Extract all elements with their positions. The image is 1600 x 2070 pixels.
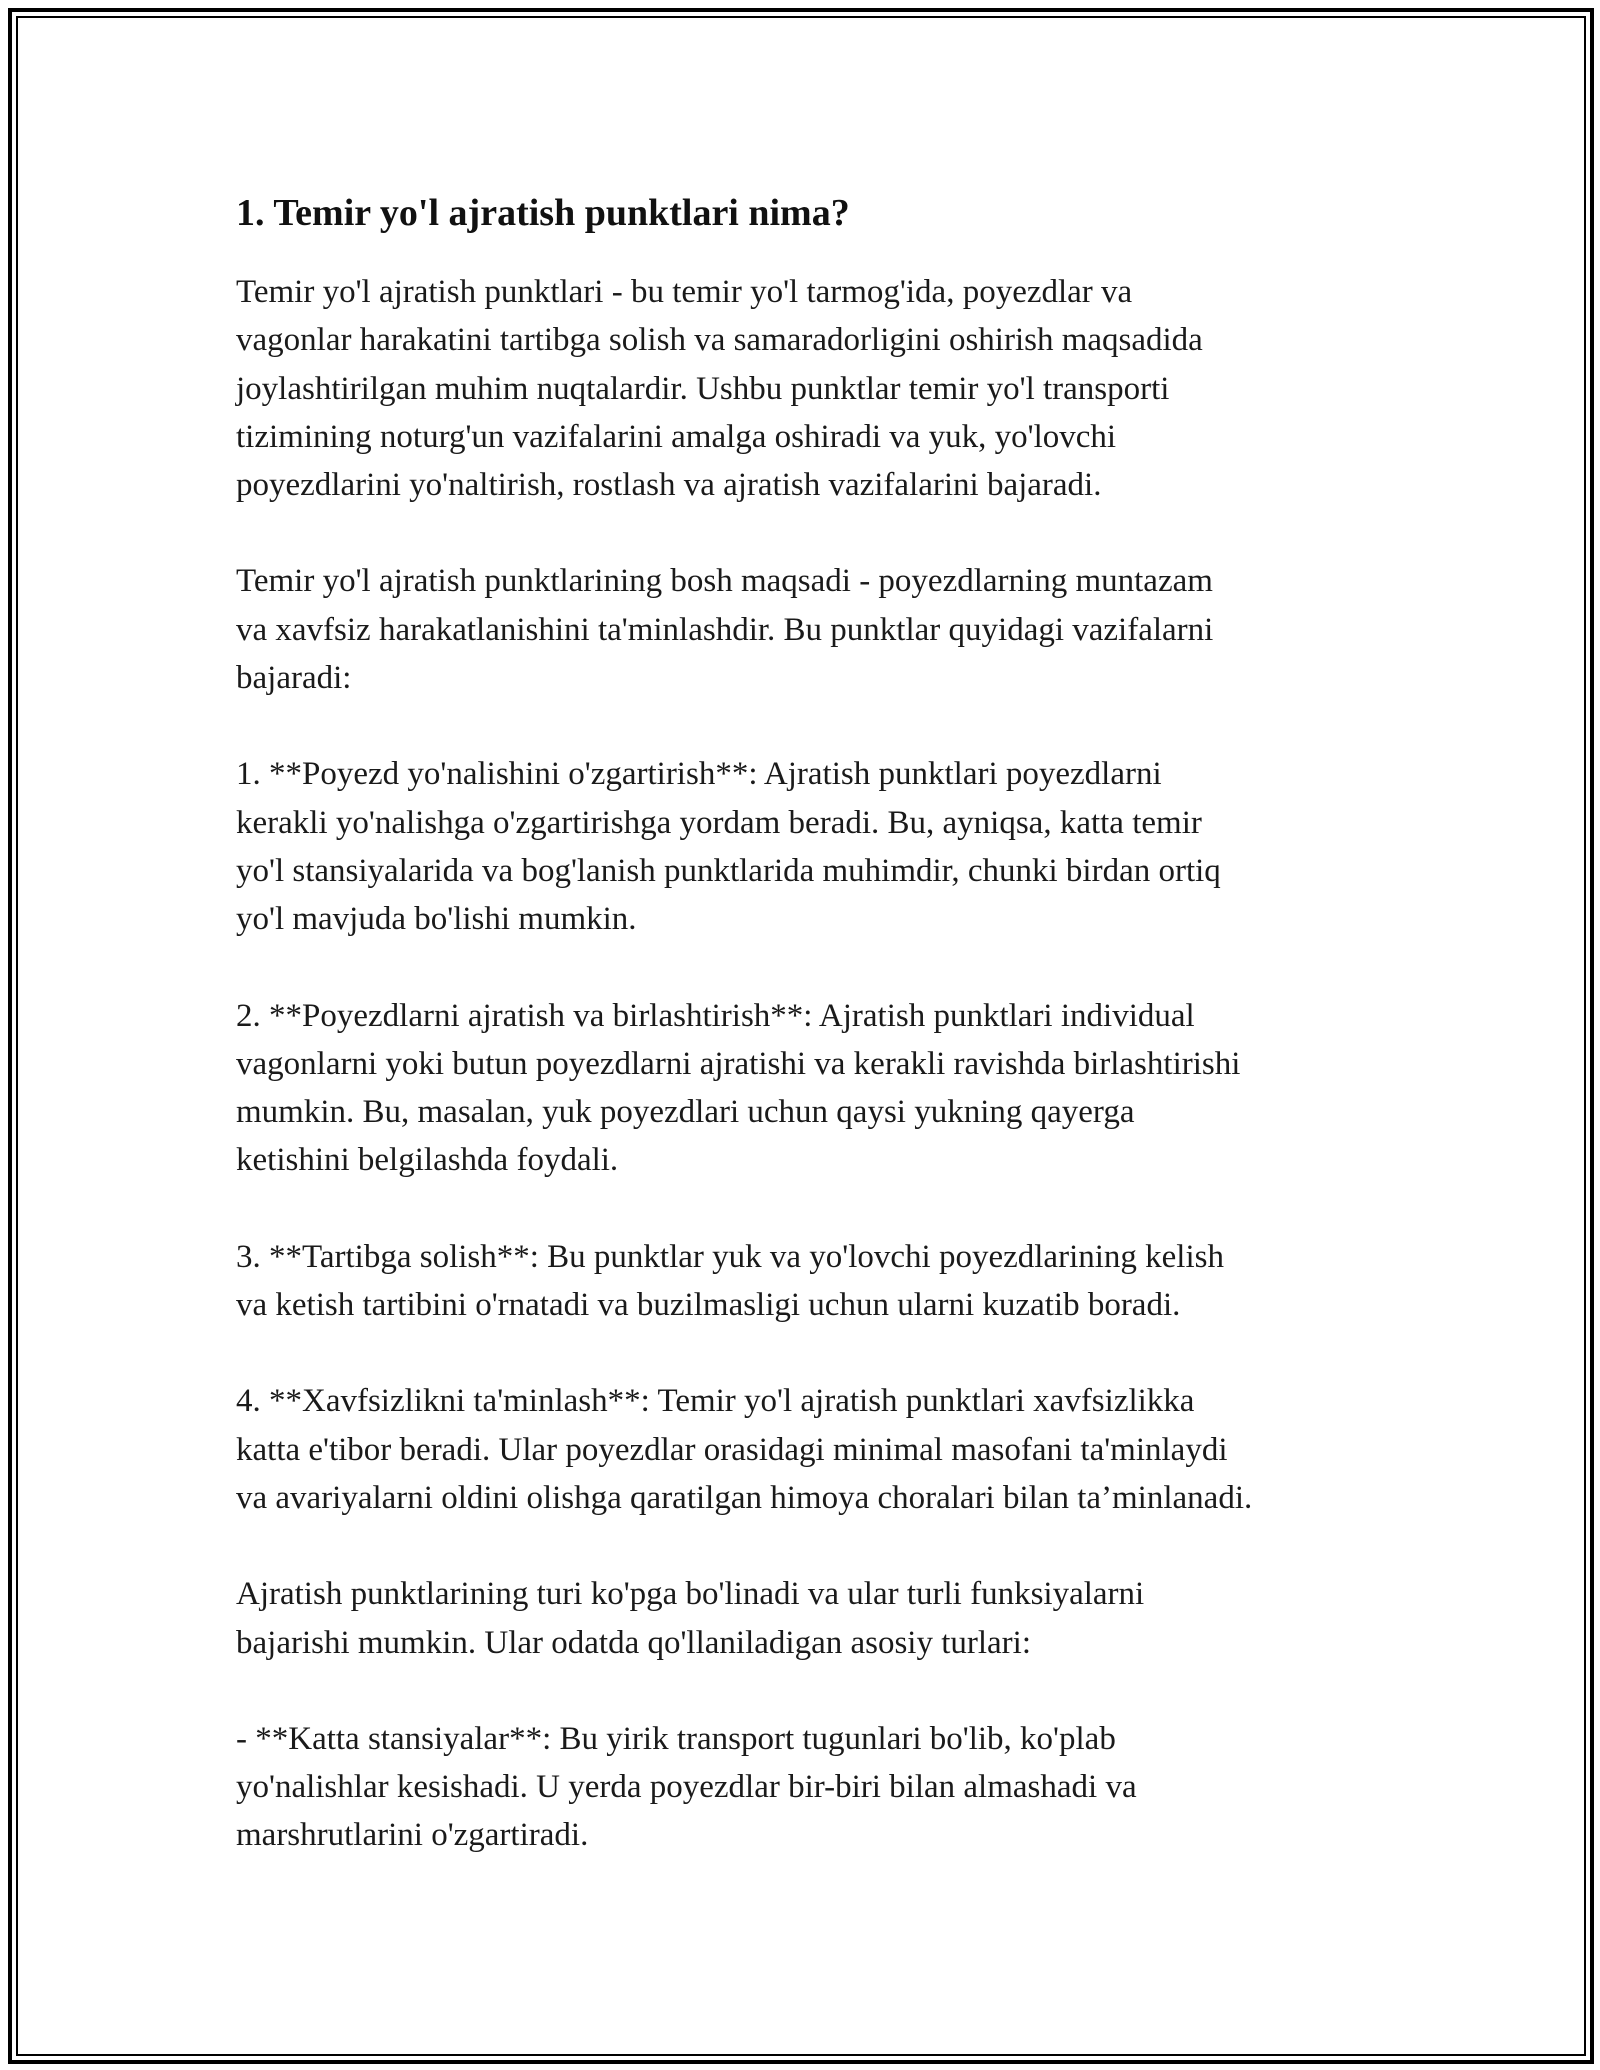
paragraph-intro: Temir yo'l ajratish punktlari - bu temir yo'l tarmog'ida, poyezdlar va vagonlar harakatini tartibga solish va samaradorligini oshirish maqsadida joylashtirilgan muhim nuqtalardir. Ushbu punktlar temir yo'l transporti tizimining noturg'un vazifalarini amalga oshiradi va yuk, yo'lovchi poyezdlarini yo'naltirish, rostlash va ajratish vazifalarini bajaradi. [236, 274, 1203, 504]
list-item-large-stations: - **Katta stansiyalar**: Bu yirik transport tugunlari bo'lib, ko'plab yo'nalishlar kesishadi. U yerda poyezdlar bir-biri bilan almashadi va marshrutlarini o'zgartiradi. [236, 1720, 1137, 1854]
list-item-split-merge: 2. **Poyezdlarni ajratish va birlashtirish**: Ajratish punktlari individual vagonlarni yoki butun poyezdlarni ajratishi va kerakli ravishda birlashtirishi mumkin. Bu, masalan, yuk poyezdlari uchun qaysi yukning qayerga ketishini belgilashda foydali. [236, 997, 1241, 1179]
paragraph-types: Ajratish punktlarining turi ko'pga bo'linadi va ular turli funksiyalarni bajarishi mumkin. Ular odatda qo'llaniladigan asosiy turlari: [236, 1576, 1145, 1661]
section-heading: 1. Temir yo'l ajratish punktlari nima? [236, 192, 850, 234]
list-item-safety: 4. **Xavfsizlikni ta'minlash**: Temir yo'l ajratish punktlari xavfsizlikka katta e'tibor beradi. Ular poyezdlar orasidagi minimal masofani ta'minlaydi va avariyalarni oldini olishga qaratilgan himoya choralari bilan ta’minlanadi. [236, 1383, 1253, 1516]
list-item-regulation: 3. **Tartibga solish**: Bu punktlar yuk va yo'lovchi poyezdlarining kelish va ketish tartibini o'rnatadi va buzilmasligi uchun ularni kuzatib boradi. [236, 1238, 1224, 1324]
list-item-direction-change: 1. **Poyezd yo'nalishini o'zgartirish**: Ajratish punktlari poyezdlarni kerakli yo'nalishga o'zgartirishga yordam beradi. Bu, ayniqsa, katta temir yo'l stansiyalarida va bog'lanish punktlarida muhimdir, chunki birdan ortiq yo'l mavjuda bo'lishi mumkin. [236, 756, 1221, 938]
document-body [236, 188, 1376, 1908]
paragraph-main-purpose: Temir yo'l ajratish punktlarining bosh maqsadi - poyezdlarning muntazam va xavfsiz harakatlanishini ta'minlashdir. Bu punktlar quyidagi vazifalarni bajaradi: [236, 563, 1214, 697]
